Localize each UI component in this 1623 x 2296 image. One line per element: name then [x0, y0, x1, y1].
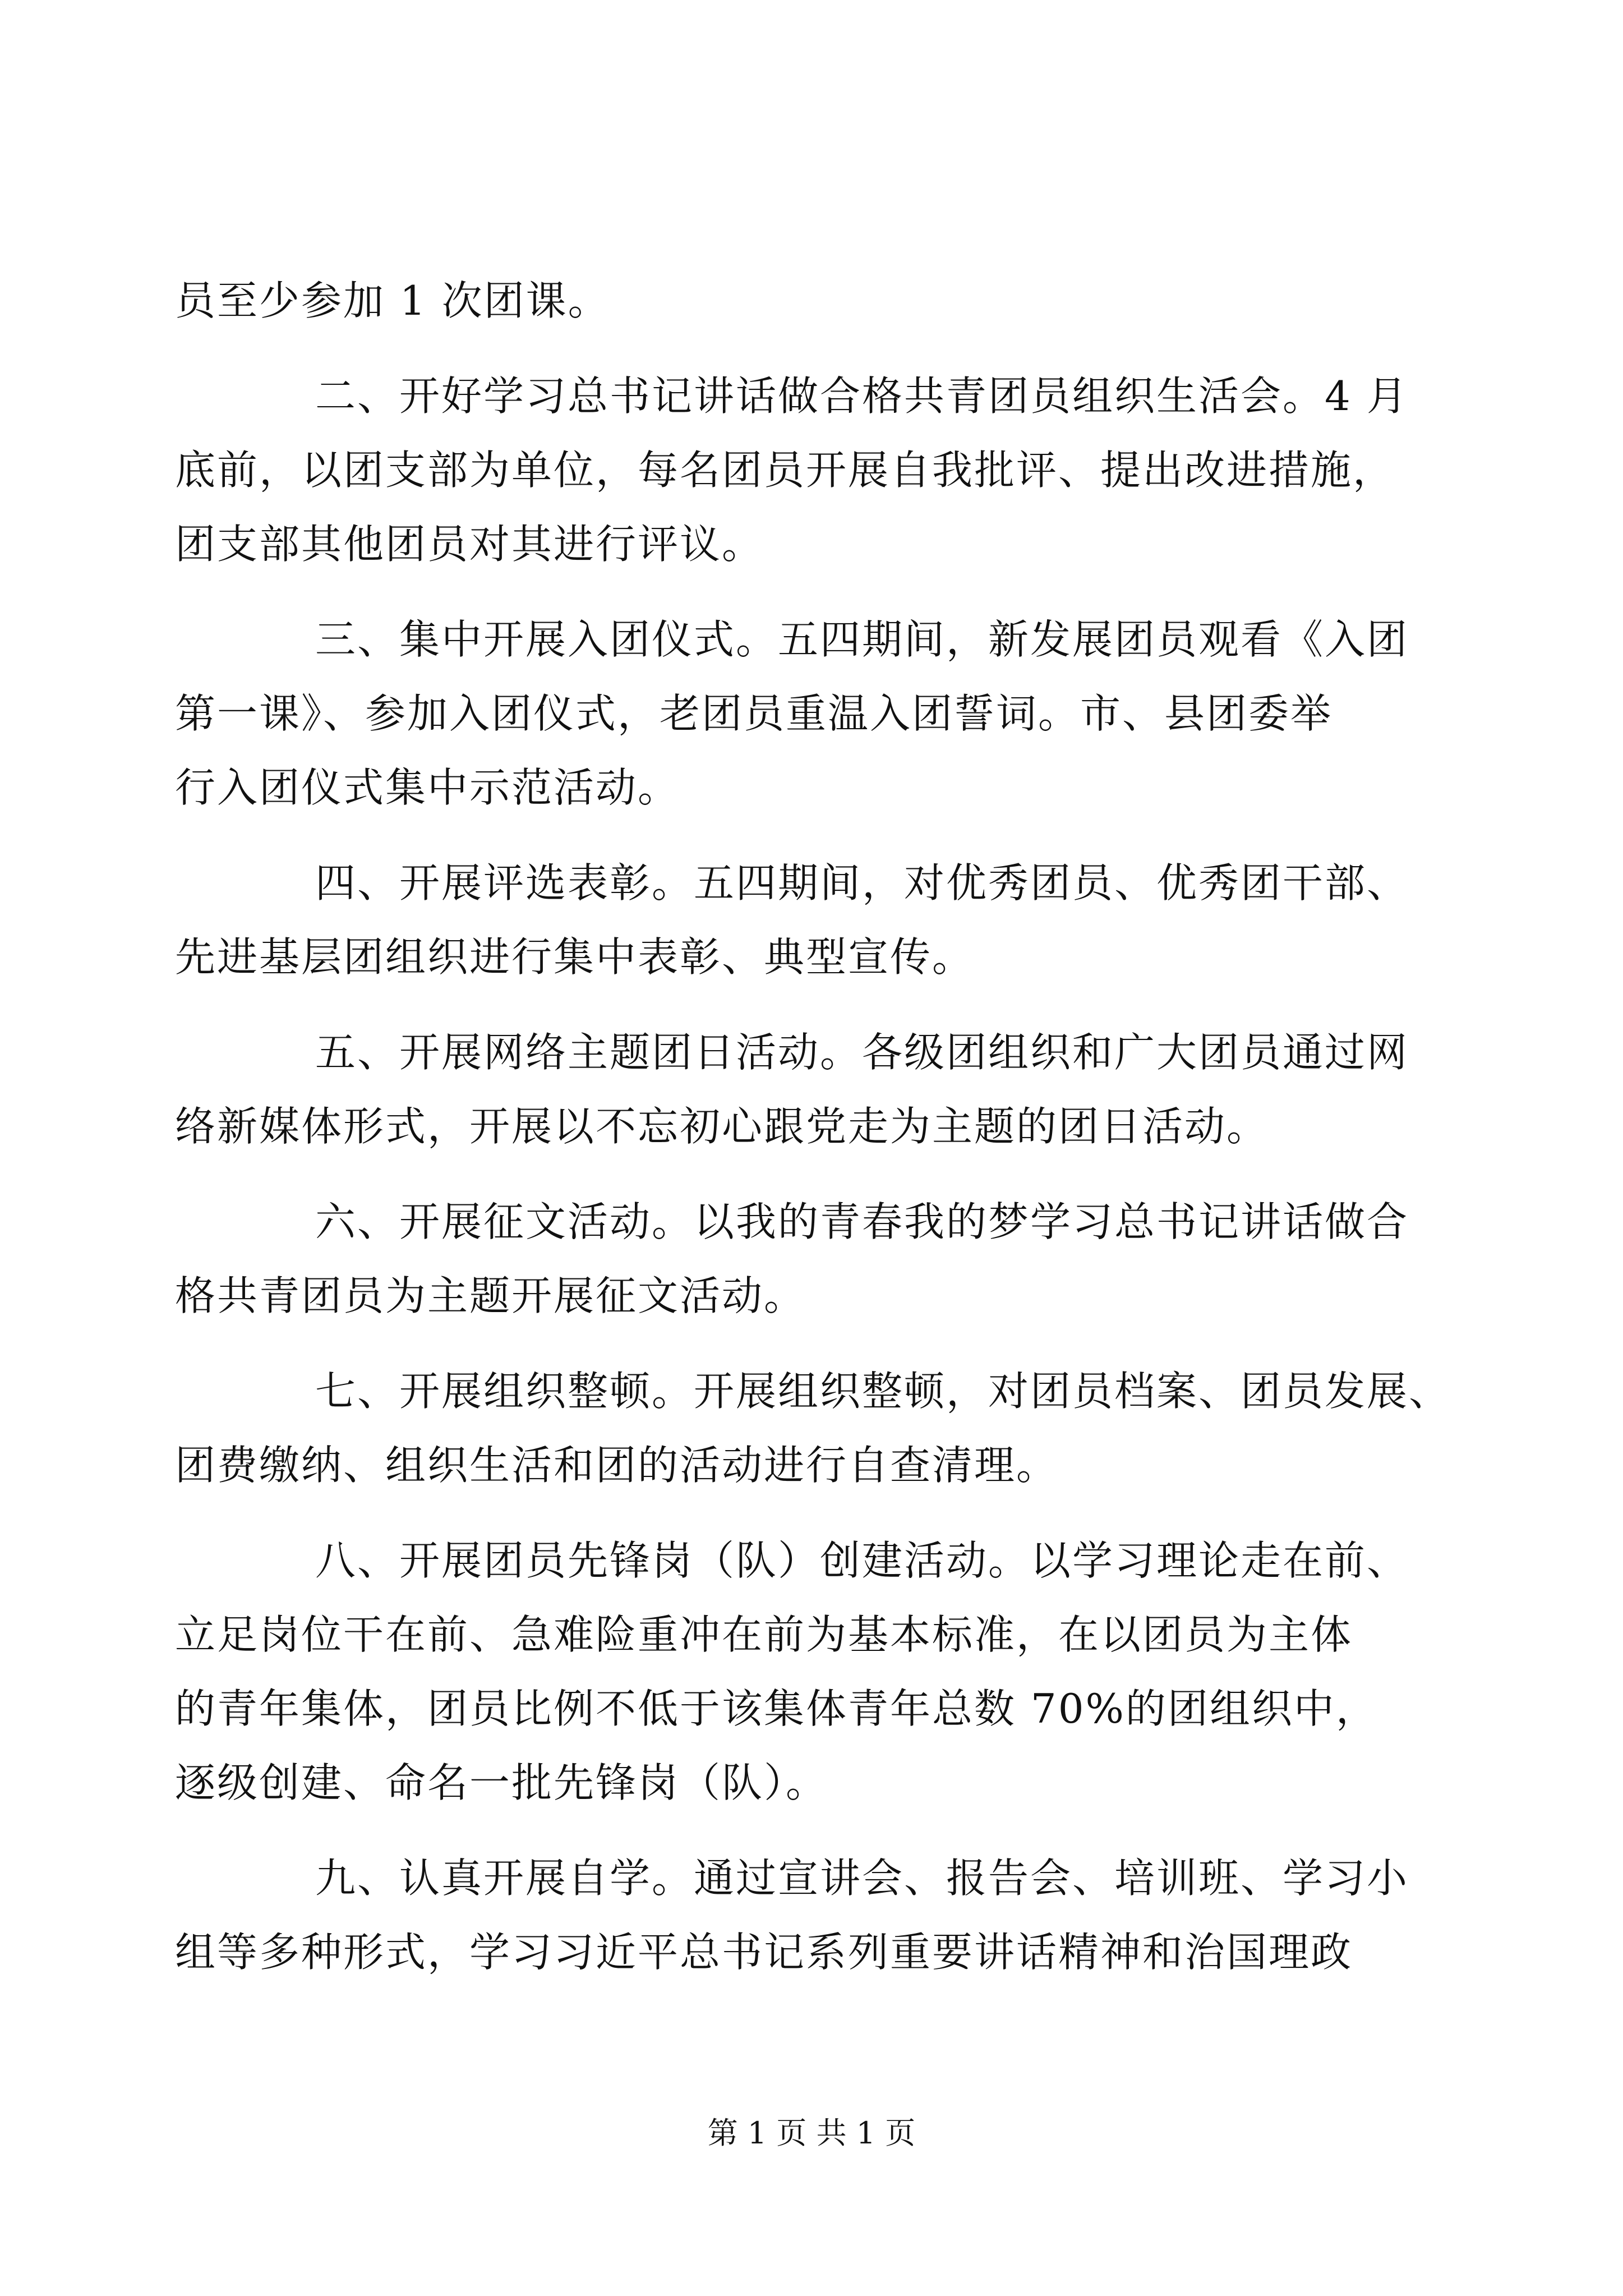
text-line: 七、开展组织整顿。开展组织整顿，对团员档案、团员发展、 [315, 1368, 1451, 1415]
text-line: 的青年集体，团员比例不低于该集体青年总数 70%的团组织中， [175, 1685, 1378, 1732]
text-line: 格共青团员为主题开展征文活动。 [175, 1272, 806, 1319]
text-line: 三、集中开展入团仪式。五四期间，新发展团员观看《入团 [315, 616, 1409, 663]
text-line: 五、开展网络主题团日活动。各级团组织和广大团员通过网 [315, 1029, 1409, 1076]
text-line: 第一课》、参加入团仪式，老团员重温入团誓词。市、县团委举 [175, 690, 1333, 737]
text-line: 先进基层团组织进行集中表彰、典型宣传。 [175, 933, 975, 981]
text-line: 六、开展征文活动。以我的青春我的梦学习总书记讲话做合 [315, 1198, 1409, 1245]
text-line: 二、开好学习总书记讲话做合格共青团员组织生活会。4 月 [315, 372, 1409, 420]
text-line: 四、开展评选表彰。五四期间，对优秀团员、优秀团干部、 [315, 859, 1409, 907]
text-line: 络新媒体形式，开展以不忘初心跟党走为主题的团日活动。 [175, 1103, 1269, 1150]
text-line: 立足岗位干在前、急难险重冲在前为基本标准，在以团员为主体 [175, 1611, 1353, 1658]
text-line: 底前，以团支部为单位，每名团员开展自我批评、提出改进措施， [175, 447, 1395, 494]
text-line: 团支部其他团员对其进行评议。 [175, 521, 764, 568]
page-footer: 第 1 页 共 1 页 [707, 2115, 916, 2151]
text-line: 组等多种形式，学习习近平总书记系列重要讲话精神和治国理政 [175, 1929, 1353, 1976]
text-line: 行入团仪式集中示范活动。 [175, 764, 680, 811]
text-line: 团费缴纳、组织生活和团的活动进行自查清理。 [175, 1442, 1059, 1489]
text-line: 八、开展团员先锋岗（队）创建活动。以学习理论走在前、 [315, 1537, 1409, 1584]
text-line: 员至少参加 1 次团课。 [175, 277, 610, 324]
document-body [175, 264, 1451, 1989]
text-line: 逐级创建、命名一批先锋岗（队）。 [175, 1759, 828, 1806]
text-line: 九、认真开展自学。通过宣讲会、报告会、培训班、学习小 [315, 1855, 1409, 1902]
